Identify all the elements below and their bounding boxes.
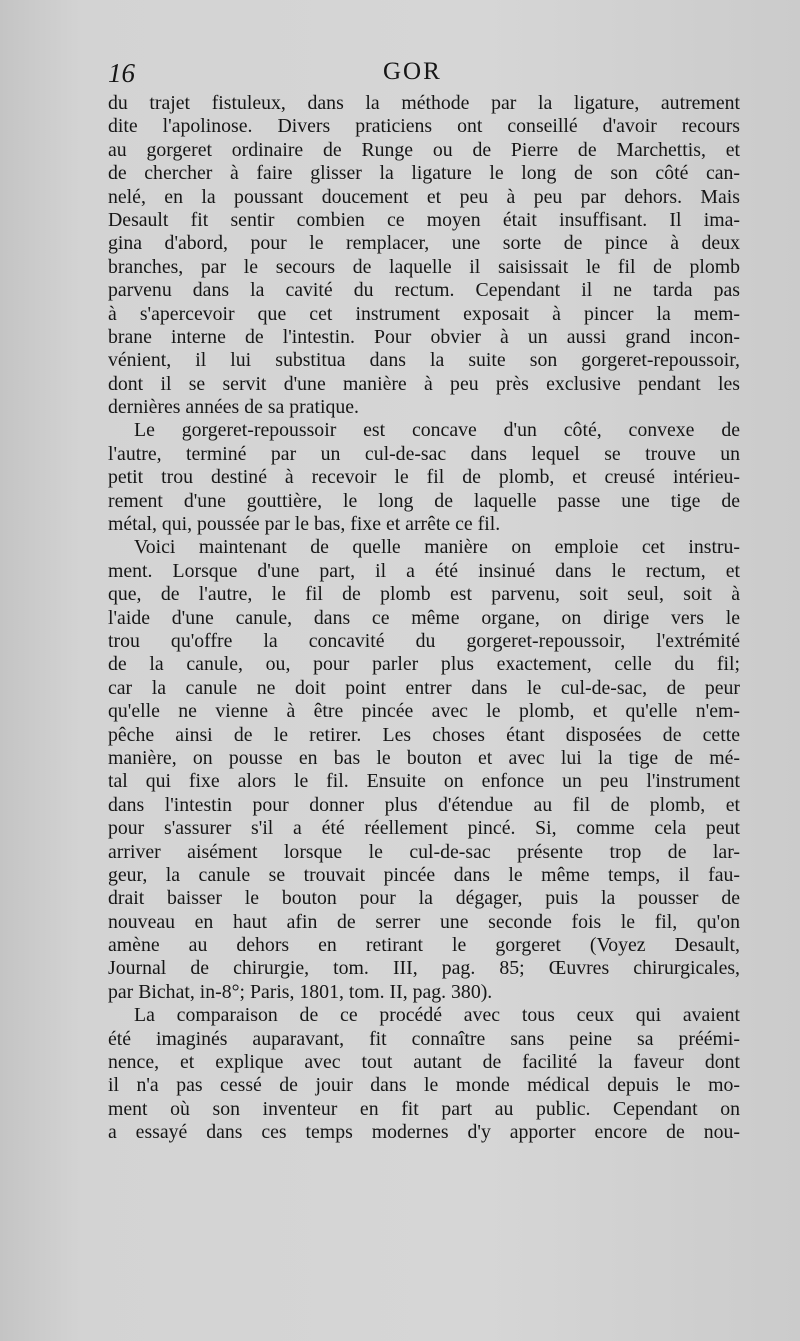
text-line: ment. Lorsque d'une part, il a été insinué dans le rectum, et [108,559,740,582]
text-line: de chercher à faire glisser la ligature le long de son côté can- [108,162,740,185]
text-line: nouveau en haut afin de serrer une seconde fois le fil, qu'on [108,910,740,933]
text-line: rement d'une gouttière, le long de laquelle passe une tige de [108,489,740,512]
text-line: Journal de chirurgie, tom. III, pag. 85; Œuvres chirurgicales, [108,957,740,980]
text-line: l'autre, terminé par un cul-de-sac dans lequel se trouve un [108,442,740,465]
text-line: a essayé dans ces temps modernes d'y apporter encore de nou- [108,1121,740,1144]
text-line: ment où son inventeur en fit part au public. Cependant on [108,1097,740,1120]
body-text [108,92,740,1145]
text-line: nence, et explique avec tout autant de facilité la faveur dont [108,1051,740,1074]
text-line: Desault fit sentir combien ce moyen était insuffisant. Il ima- [108,208,740,231]
text-line: car la canule ne doit point entrer dans le cul-de-sac, de peur [108,676,740,699]
text-line: l'aide d'une canule, dans ce même organe, on dirige vers le [108,606,740,629]
text-line: Voici maintenant de quelle manière on emploie cet instru- [134,536,740,559]
text-line: petit trou destiné à recevoir le fil de plomb, et creusé intérieu- [108,466,740,489]
text-line: à s'apercevoir que cet instrument exposait à pincer la mem- [108,302,740,325]
text-line: manière, on pousse en bas le bouton et avec lui la tige de mé- [108,746,740,769]
text-line: dite l'apolinose. Divers praticiens ont conseillé d'avoir recours [108,115,740,138]
paragraph [108,419,740,536]
text-line: de la canule, ou, pour parler plus exactement, celle du fil; [108,653,740,676]
paragraph [108,536,740,1004]
paragraph [108,92,740,419]
text-line: branches, par le secours de laquelle il saisissait le fil de plomb [108,255,740,278]
text-line: par Bichat, in-8°; Paris, 1801, tom. II, pag. 380). [108,980,493,1003]
paragraph [108,1004,740,1144]
text-line: pêche ainsi de le retirer. Les choses étant disposées de cette [108,723,740,746]
text-line: dans l'intestin pour donner plus d'étendue au fil de plomb, et [108,793,740,816]
text-line: drait baisser le bouton pour la dégager, puis la pousser de [108,887,740,910]
text-line: Le gorgeret-repoussoir est concave d'un côté, convexe de [134,419,740,442]
text-line: au gorgeret ordinaire de Runge ou de Pierre de Marchettis, et [108,138,740,161]
text-line: geur, la canule se trouvait pincée dans le même temps, il fau- [108,863,740,886]
text-line: vénient, il lui substitua dans la suite son gorgeret-repoussoir, [108,349,740,372]
text-line: brane interne de l'intestin. Pour obvier à un aussi grand incon- [108,325,740,348]
text-line: dont il se servit d'une manière à peu près exclusive pendant les [108,372,740,395]
text-line: pour s'assurer s'il a été réellement pincé. Si, comme cela peut [108,817,740,840]
text-line: qu'elle ne vienne à être pincée avec le plomb, et qu'elle n'em- [108,700,740,723]
text-line: amène au dehors en retirant le gorgeret (Voyez Desault, [108,934,740,957]
text-line: parvenu dans la cavité du rectum. Cependant il ne tarda pas [108,279,740,302]
text-line: La comparaison de ce procédé avec tous ceux qui avaient [134,1004,740,1027]
page-header [108,58,740,92]
text-line: tal qui fixe alors le fil. Ensuite on enfonce un peu l'instrument [108,770,740,793]
text-line: du trajet fistuleux, dans la méthode par la ligature, autrement [108,92,740,114]
text-line: nelé, en la poussant doucement et peu à peu par dehors. Mais [108,185,740,208]
page-number: 16 [108,58,135,88]
text-line: été imaginés auparavant, fit connaître sans peine sa préémi- [108,1027,740,1050]
text-line: que, de l'autre, le fil de plomb est parvenu, soit seul, soit à [108,583,740,606]
text-line: il n'a pas cessé de jouir dans le monde médical depuis le mo- [108,1074,740,1097]
running-head: GOR [383,58,442,85]
text-line: dernières années de sa pratique. [108,396,359,419]
text-line: métal, qui, poussée par le bas, fixe et arrête ce fil. [108,513,501,536]
text-line: arriver aisément lorsque le cul-de-sac présente trop de lar- [108,840,740,863]
text-line: gina d'abord, pour le remplacer, une sorte de pince à deux [108,232,740,255]
text-line: trou qu'offre la concavité du gorgeret-repoussoir, l'extrémité [108,629,740,652]
